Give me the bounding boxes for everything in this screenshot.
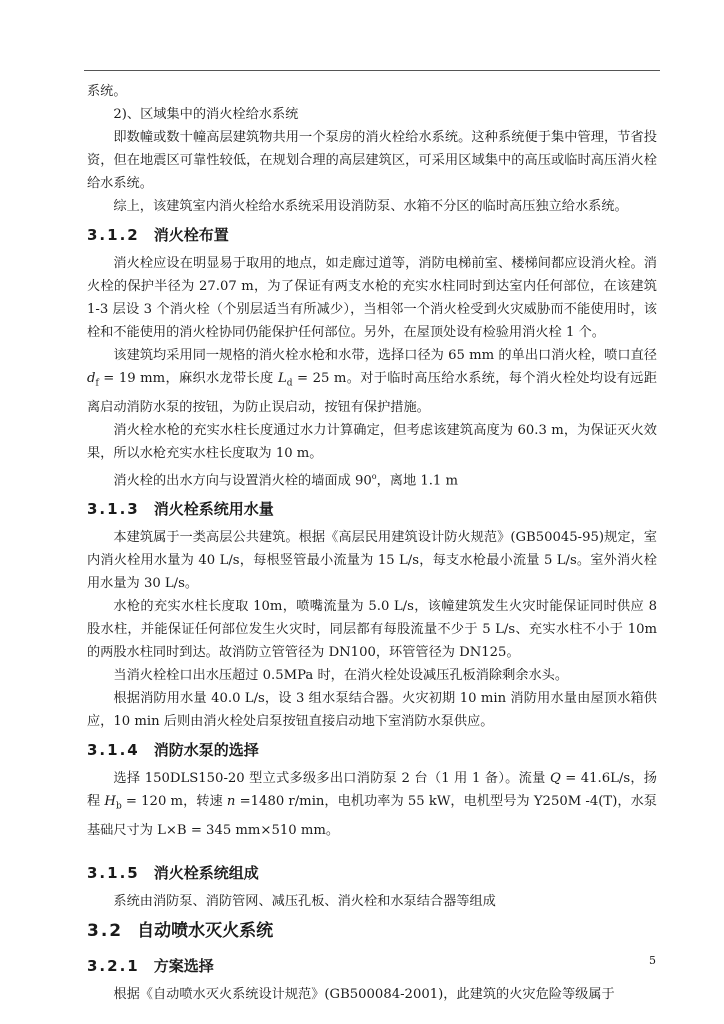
paragraph: 该建筑均采用同一规格的消火栓水枪和水带，选择口径为 65 mm 的单出口消火栓，喷口直径 $d_f = 19$ mm，麻织水龙带长度 $L_d = 25$ m。对于临时高压给水系统，每个消火栓处均设有远距离启动消防水泵的按钮，为防止误启动，按钮有保护措施。 bbox=[87, 348, 657, 415]
paragraph: 系统由消防泵、消防管网、减压孔板、消火栓和水泵结合器等组成 bbox=[113, 893, 496, 909]
section-title: 自动喷水灭火系统 bbox=[137, 920, 274, 941]
variable: L bbox=[278, 371, 287, 386]
paragraph: 消火栓应设在明显易于取用的地点，如走廊过道等，消防电梯前室、楼梯间都应设消火栓。消火栓的保护半径为 27.07 m，为了保证有两支水枪的充实水柱同时到达室内任何部位，在该建筑 1-3 层设 3 个消火栓（个别层适当有所减少），当相邻一个消火栓受到火灾威胁而不能使用时，该栓和不能使用的消火栓协同仍能保护任何部位。另外，在屋顶处设有检验用消火栓 1 个。 bbox=[87, 256, 657, 340]
section-heading-3-2-1 bbox=[87, 949, 657, 983]
paragraph: 水枪的充实水柱长度取 10m，喷嘴流量为 5.0 L/s，该幢建筑发生火灾时能保证同时供应 8 股水柱，并能保证任何部位发生火灾时，同层都有每股流量不少于 5 L/s、充实水柱不小于 10m 的两股水柱同时到达。故消防立管管径为 DN100，环管管径为 DN125。 bbox=[87, 599, 657, 661]
section-number: 3.1.4 bbox=[87, 741, 140, 760]
header-rule bbox=[84, 70, 660, 71]
paragraph: 消火栓水枪的充实水柱长度通过水力计算确定，但考虑该建筑高度为 60.3 m，为保证灭火效果，所以水枪充实水柱长度取为 10 m。 bbox=[87, 422, 657, 461]
section-number: 3.2.1 bbox=[87, 956, 140, 975]
section-number: 3.1.3 bbox=[87, 500, 140, 519]
section-heading-3-1-3 bbox=[87, 492, 657, 526]
paragraph: 系统。 bbox=[87, 84, 127, 99]
paragraph: 选择 150DLS150-20 型立式多级多出口消防泵 2 台（1 用 1 备）。流量 Q = 41.6L/s，扬程 $H_b = 120$ m，转速 n =1480 r/min，电机功率为 55 kW，电机型号为 Y250M -4(T)，水泵基础尺寸为 L×B = 345 mm×510 mm。 bbox=[87, 771, 657, 838]
list-item-heading: 2)、区域集中的消火栓给水系统 bbox=[113, 107, 299, 122]
paragraph: 即数幢或数十幢高层建筑物共用一个泵房的消火栓给水系统。这种系统便于集中管理，节省投资，但在地震区可靠性较低，在规划合理的高层建筑区，可采用区域集中的高压或临时高压消火栓给水系统。 bbox=[87, 130, 657, 191]
paragraph: 综上，该建筑室内消火栓给水系统采用设消防泵、水箱不分区的临时高压独立给水系统。 bbox=[113, 199, 628, 214]
variable: Q bbox=[549, 771, 561, 787]
variable: H bbox=[104, 794, 116, 810]
variable: d bbox=[87, 371, 96, 386]
section-title: 消火栓系统组成 bbox=[153, 863, 259, 882]
section-title: 消火栓系统用水量 bbox=[153, 500, 274, 519]
section-heading-3-2 bbox=[87, 913, 657, 949]
section-heading-3-1-4 bbox=[87, 733, 657, 767]
paragraph: 根据《自动喷水灭火系统设计规范》(GB500084-2001)，此建筑的火灾危险等级属于 bbox=[113, 986, 615, 1002]
section-heading-3-1-5 bbox=[87, 856, 657, 890]
section-heading-3-1-2 bbox=[87, 218, 657, 252]
page-number: 5 bbox=[649, 954, 656, 967]
section-number: 3.1.5 bbox=[87, 863, 140, 882]
section-title: 方案选择 bbox=[153, 956, 214, 975]
paragraph: 本建筑属于一类高层公共建筑。根据《高层民用建筑设计防火规范》(GB50045-95)规定，室内消火栓用水量为 40 L/s，每根竖管最小流量为 15 L/s，每支水枪最小流量 5 L/s。室外消火栓用水量为 30 L/s。 bbox=[87, 530, 657, 592]
paragraph: 根据消防用水量 40.0 L/s，设 3 组水泵结合器。火灾初期 10 min 消防用水量由屋顶水箱供应，10 min 后则由消火栓处启泵按钮直接启动地下室消防水泵供应。 bbox=[87, 691, 657, 730]
section-number: 3.2 bbox=[87, 920, 124, 941]
document-body bbox=[87, 80, 657, 1006]
section-title: 消火栓布置 bbox=[153, 226, 229, 244]
spacer bbox=[87, 842, 657, 856]
paragraph: 当消火栓栓口出水压超过 0.5MPa 时，在消火栓处设减压孔板消除剩余水头。 bbox=[113, 668, 569, 684]
section-number: 3.1.2 bbox=[87, 226, 140, 244]
variable: n bbox=[226, 794, 236, 810]
paragraph: 消火栓的出水方向与设置消火栓的墙面成 90$^o$，离地 1.1 m bbox=[113, 471, 459, 489]
section-title: 消防水泵的选择 bbox=[153, 741, 259, 760]
